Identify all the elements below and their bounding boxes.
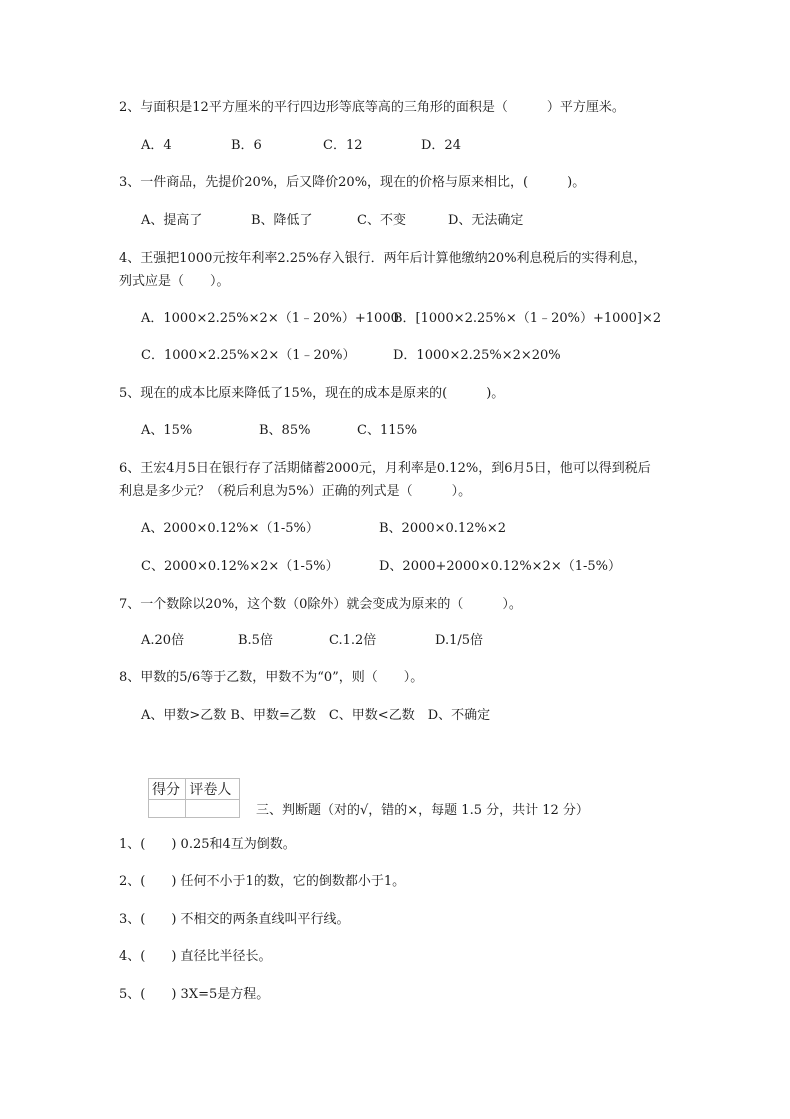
option-a: A、2000×0.12%×（1-5%） bbox=[141, 521, 319, 536]
option-c: C．12 bbox=[323, 138, 363, 153]
true-false-item-4: 4、( ) 直径比半径长。 bbox=[119, 949, 272, 964]
question-3-text: 3、一件商品，先提价20%，后又降价20%，现在的价格与原来相比，( )。 bbox=[119, 175, 586, 190]
option-c: C、不变 bbox=[357, 213, 406, 228]
question-4-text-line2: 列式应是（ ）。 bbox=[119, 274, 230, 289]
question-7-text: 7、一个数除以20%，这个数（0除外）就会变成为原来的（ ）。 bbox=[119, 597, 522, 612]
option-b: B.5倍 bbox=[238, 633, 273, 648]
option-c: C.1.2倍 bbox=[329, 633, 377, 648]
section-3-heading: 三、判断题（对的√，错的×，每题 1.5 分，共计 12 分） bbox=[256, 803, 589, 818]
grader-cell bbox=[186, 800, 240, 818]
option-a: A．1000×2.25%×2×（1﹣20%）+1000 bbox=[141, 311, 399, 326]
true-false-item-5: 5、( ) 3X=5是方程。 bbox=[119, 987, 270, 1002]
option-a: A、15% bbox=[141, 423, 193, 438]
option-b: B、2000×0.12%×2 bbox=[379, 521, 506, 536]
question-8-text: 8、甲数的5/6等于乙数，甲数不为“0”，则（ ）。 bbox=[119, 670, 424, 685]
score-cell bbox=[149, 800, 186, 818]
option-d: D、2000+2000×0.12%×2×（1-5%） bbox=[379, 559, 622, 574]
option-d: D.1/5倍 bbox=[435, 633, 484, 648]
true-false-item-1: 1、( ) 0.25和4互为倒数。 bbox=[119, 837, 296, 852]
score-table bbox=[148, 778, 240, 818]
option-a: A．4 bbox=[141, 138, 172, 153]
option-d: D．1000×2.25%×2×20% bbox=[393, 348, 561, 363]
grader-header: 评卷人 bbox=[186, 779, 240, 800]
option-c: C、115% bbox=[357, 423, 418, 438]
option-b: B．[1000×2.25%×（1﹣20%）+1000]×2 bbox=[393, 311, 662, 326]
question-5-text: 5、现在的成本比原来降低了15%，现在的成本是原来的( )。 bbox=[119, 386, 505, 401]
question-4-text-line1: 4、王强把1000元按年利率2.25%存入银行．两年后计算他缴纳20%利息税后的实得利息， bbox=[119, 251, 647, 266]
question-8-options: A、甲数>乙数 B、甲数=乙数 C、甲数<乙数 D、不确定 bbox=[141, 708, 491, 723]
option-b: B．6 bbox=[231, 138, 262, 153]
question-6-text-line1: 6、王宏4月5日在银行存了活期储蓄2000元，月利率是0.12%，到6月5日，他可以得到税后 bbox=[119, 461, 651, 476]
option-a: A、提高了 bbox=[141, 213, 203, 228]
option-b: B、85% bbox=[259, 423, 311, 438]
true-false-item-3: 3、( ) 不相交的两条直线叫平行线。 bbox=[119, 912, 350, 927]
option-d: D、无法确定 bbox=[448, 213, 524, 228]
question-2-text: 2、与面积是12平方厘米的平行四边形等底等高的三角形的面积是（ ）平方厘米。 bbox=[119, 100, 625, 115]
option-c: C、2000×0.12%×2×（1-5%） bbox=[141, 559, 339, 574]
option-b: B、降低了 bbox=[251, 213, 313, 228]
option-a: A.20倍 bbox=[141, 633, 185, 648]
score-header: 得分 bbox=[149, 779, 186, 800]
option-d: D．24 bbox=[421, 138, 461, 153]
question-6-text-line2: 利息是多少元？（税后利息为5%）正确的列式是（ ）。 bbox=[119, 484, 472, 499]
option-c: C．1000×2.25%×2×（1﹣20%） bbox=[141, 348, 356, 363]
true-false-item-2: 2、( ) 任何不小于1的数，它的倒数都小于1。 bbox=[119, 874, 406, 889]
